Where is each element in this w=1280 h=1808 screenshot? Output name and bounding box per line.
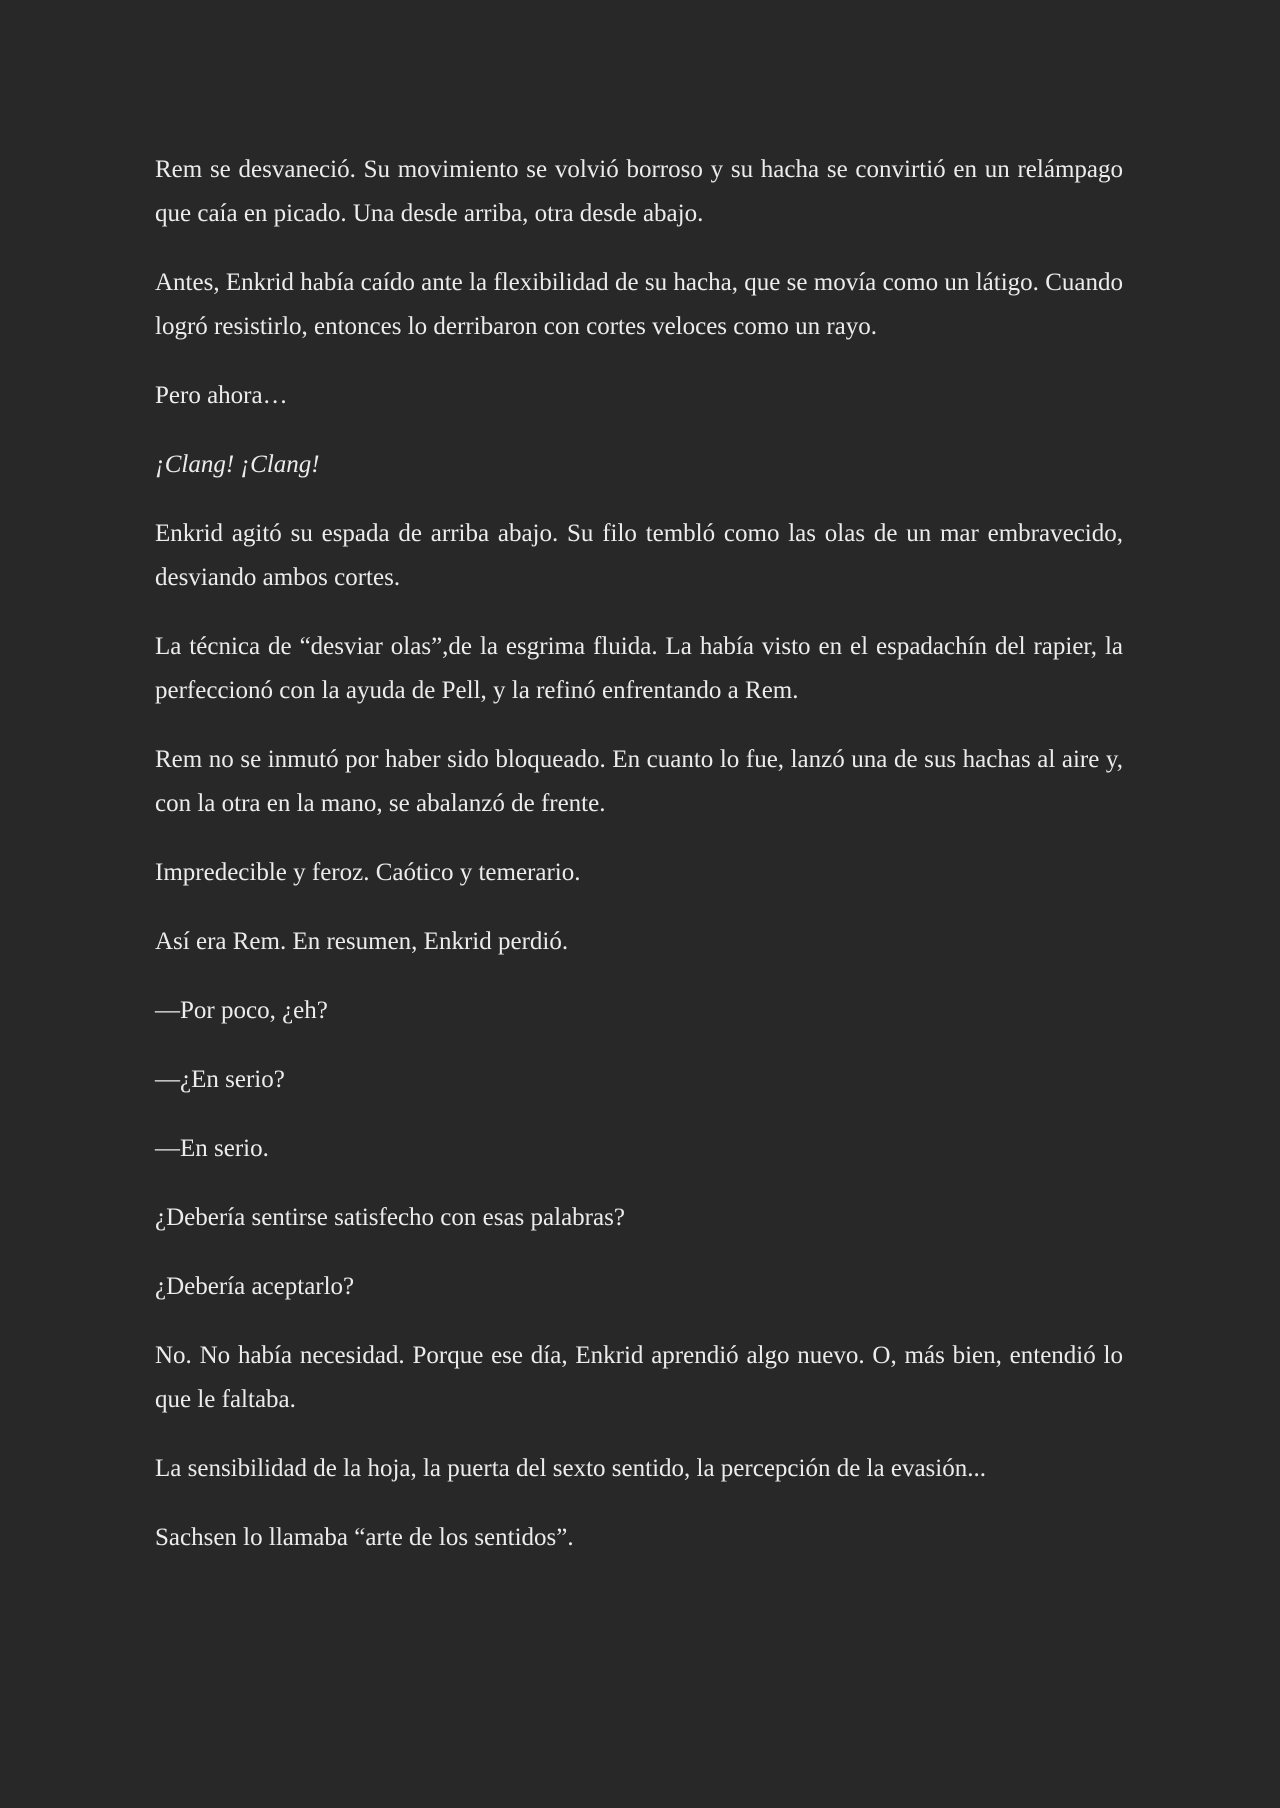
paragraph-6: La técnica de “desviar olas”,de la esgrima fluida. La había visto en el espadachín del rapier, la perfeccionó con la ayuda de Pell, y la refinó enfrentando a Rem. <box>155 633 1123 704</box>
paragraph-13: ¿Debería sentirse satisfecho con esas palabras? <box>155 1204 625 1231</box>
paragraph-16: La sensibilidad de la hoja, la puerta del sexto sentido, la percepción de la evasión... <box>155 1455 986 1482</box>
paragraph-17: Sachsen lo llamaba “arte de los sentidos”. <box>155 1524 574 1551</box>
paragraph-5: Enkrid agitó su espada de arriba abajo. Su filo tembló como las olas de un mar embravecido, desviando ambos cortes. <box>155 520 1123 591</box>
paragraph-7: Rem no se inmutó por haber sido bloqueado. En cuanto lo fue, lanzó una de sus hachas al aire y, con la otra en la mano, se abalanzó de frente. <box>155 746 1123 817</box>
dialogue-line-1: —Por poco, ¿eh? <box>155 997 328 1024</box>
dialogue-line-3: —En serio. <box>155 1135 269 1162</box>
chapter-text <box>155 148 1123 1560</box>
paragraph-1: Rem se desvaneció. Su movimiento se volvió borroso y su hacha se convirtió en un relámpago que caía en picado. Una desde arriba, otra desde abajo. <box>155 156 1123 227</box>
paragraph-15: No. No había necesidad. Porque ese día, Enkrid aprendió algo nuevo. O, más bien, entendió lo que le faltaba. <box>155 1342 1123 1413</box>
dialogue-line-2: —¿En serio? <box>155 1066 285 1093</box>
paragraph-2: Antes, Enkrid había caído ante la flexibilidad de su hacha, que se movía como un látigo. Cuando logró resistirlo, entonces lo derribaron con cortes veloces como un rayo. <box>155 269 1123 340</box>
paragraph-4-sound-effect: ¡Clang! ¡Clang! <box>155 451 320 478</box>
paragraph-8: Impredecible y feroz. Caótico y temerario. <box>155 859 581 886</box>
paragraph-14: ¿Debería aceptarlo? <box>155 1273 355 1300</box>
paragraph-3: Pero ahora… <box>155 382 288 409</box>
paragraph-9: Así era Rem. En resumen, Enkrid perdió. <box>155 928 569 955</box>
